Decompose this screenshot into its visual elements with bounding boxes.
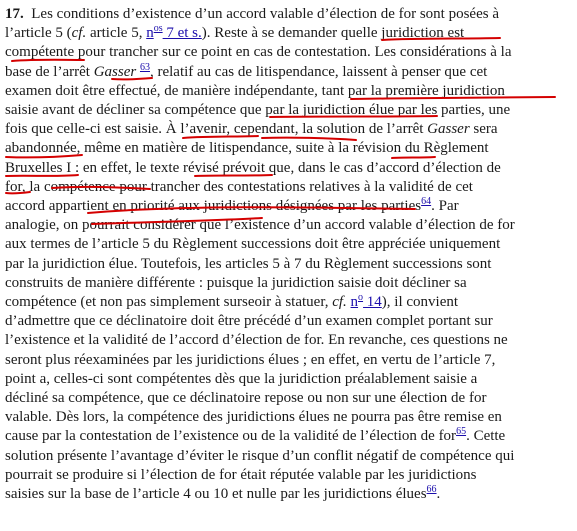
text-segment: valable. Dès lors, la compétence des juridictions élues ne pourra pas être remise en bbox=[5, 409, 502, 426]
text-line bbox=[5, 331, 508, 351]
text-line bbox=[5, 139, 489, 159]
text-line bbox=[5, 312, 493, 332]
text-segment: ). Reste à se demander quelle juridiction est bbox=[201, 25, 465, 42]
italic-text: Gasser bbox=[93, 63, 137, 80]
cross-reference-link[interactable]: 7 et s. bbox=[162, 25, 202, 42]
text-line bbox=[5, 370, 477, 390]
text-line bbox=[5, 159, 501, 179]
text-segment: pourrait se produire si l’élection de for était réputée valable par les juridictions bbox=[5, 466, 477, 483]
text-segment: par la juridiction élue. Toutefois, les articles 5 à 7 du Règlement successions sont bbox=[5, 255, 492, 272]
text-line bbox=[5, 274, 467, 294]
text-segment: d’admettre que ce déclinatoire doit être précédé d’un examen complet portant sur bbox=[5, 313, 493, 330]
text-line bbox=[5, 485, 440, 505]
text-segment: saisie avant de décliner sa compétence que par la juridiction élue par les parties, une bbox=[5, 102, 511, 118]
italic-text: Gasser bbox=[427, 121, 470, 138]
text-segment: . Cette bbox=[466, 428, 506, 445]
text-segment: compétente pour trancher sur ce point en cas de contestation. Les considérations à la bbox=[5, 44, 512, 61]
footnote-link[interactable]: 65 bbox=[456, 426, 467, 438]
italic-text: cf. bbox=[332, 294, 347, 310]
text-segment: ), il convient bbox=[381, 294, 459, 310]
text-line bbox=[5, 293, 458, 313]
text-segment: compétence (et non pas simplement surseoir à statuer, bbox=[5, 294, 333, 310]
text-segment: Les conditions d’existence d’un accord valable d’élection de for sont posées à bbox=[23, 6, 499, 22]
text-line bbox=[5, 466, 477, 486]
text-line bbox=[5, 389, 486, 409]
text-segment: Bruxelles I : en effet, le texte révisé prévoit que, dans le cas d’accord d’élection de bbox=[5, 159, 501, 176]
text-segment: cause par la contestation de l’existence ou de la validité de l’élection de for bbox=[5, 428, 457, 445]
text-segment: sera bbox=[469, 121, 498, 138]
text-line bbox=[5, 82, 505, 102]
footnote-link[interactable]: o bbox=[358, 292, 364, 303]
text-line bbox=[5, 5, 499, 25]
text-line bbox=[5, 101, 510, 121]
text-segment: . Par bbox=[431, 198, 459, 214]
text-line bbox=[5, 408, 502, 428]
text-line bbox=[5, 351, 495, 371]
footnote-link[interactable]: os bbox=[153, 23, 163, 35]
text-line bbox=[5, 255, 491, 275]
text-line bbox=[5, 447, 514, 467]
text-segment: analogie, on pourrait considérer que l’existence d’un accord valable d’élection de for bbox=[5, 217, 515, 234]
text-line bbox=[5, 178, 473, 198]
text-segment: article 5, bbox=[86, 25, 147, 42]
paragraph-number: 17. bbox=[5, 6, 24, 22]
text-segment: base de l’arrêt bbox=[5, 63, 94, 80]
text-line bbox=[5, 235, 500, 255]
text-segment: décliné sa compétence, que ce déclinatoire repose ou non sur une élection de for bbox=[5, 390, 487, 406]
footnote-link[interactable]: 66 bbox=[426, 484, 437, 495]
text-segment: seront plus réexaminées par les juridictions élues ; en effet, en vertu de l’article 7, bbox=[5, 351, 496, 368]
text-segment: abandonnée, même en matière de litispendance, suite à la révision du Règlement bbox=[5, 140, 489, 157]
text-line bbox=[5, 63, 487, 83]
text-segment: . bbox=[436, 486, 441, 502]
text-segment: saisies sur la base de l’article 4 ou 10 et nulle par les juridictions élues bbox=[5, 486, 427, 502]
footnote-link[interactable]: 63 bbox=[139, 61, 150, 73]
text-segment: construits de manière différente : puisque la juridiction saisie doit décliner sa bbox=[5, 274, 467, 291]
cross-reference-link[interactable]: 14 bbox=[363, 294, 382, 310]
cross-reference-link[interactable]: n bbox=[146, 25, 154, 42]
cross-reference-link[interactable]: n bbox=[350, 294, 359, 310]
italic-text: cf. bbox=[71, 25, 87, 42]
text-segment: accord appartient en priorité aux juridictions désignées par les parties bbox=[5, 198, 422, 214]
text-line bbox=[5, 24, 464, 44]
footnote-link[interactable]: 64 bbox=[421, 196, 432, 207]
text-segment: point a, celles-ci sont compétentes dès que la juridiction préalablement saisie a bbox=[5, 370, 478, 387]
text-line bbox=[5, 120, 498, 140]
text-segment: fois que celle-ci est saisie. À l’avenir, cependant, la solution de l’arrêt bbox=[5, 121, 428, 138]
text-line bbox=[5, 43, 511, 63]
text-segment: examen doit être effectué, de manière indépendante, tant par la première juridiction bbox=[5, 82, 505, 99]
text-segment: for, la compétence pour trancher des contestations relatives à la validité de cet bbox=[5, 178, 473, 195]
text-segment: aux termes de l’article 5 du Règlement successions doit être appréciée uniquement bbox=[5, 236, 501, 253]
text-segment: l’existence et la validité de l’accord d’élection de for. En revanche, ces questions ne bbox=[5, 332, 508, 349]
text-line bbox=[5, 197, 459, 217]
text-segment: , relatif au cas de litispendance, laissent à penser que cet bbox=[149, 63, 488, 80]
text-segment: solution présente l’avantage d’éviter le risque d’un conflit négatif de compétence qui bbox=[5, 447, 515, 464]
text-segment: l’article 5 ( bbox=[5, 25, 72, 42]
text-line bbox=[5, 216, 515, 236]
text-line bbox=[5, 427, 505, 447]
